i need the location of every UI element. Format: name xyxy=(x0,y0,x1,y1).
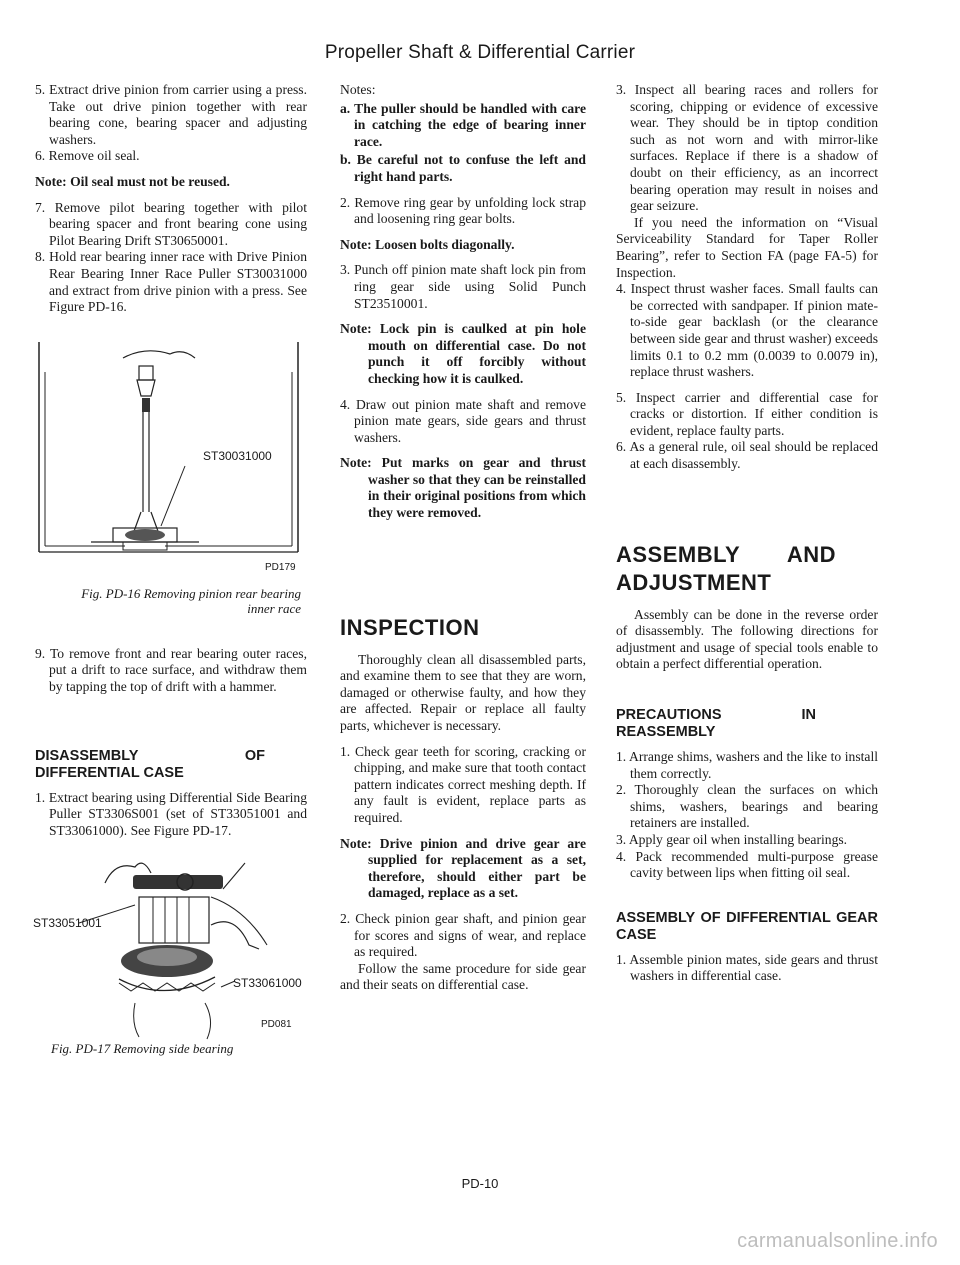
inspection-step-2-followup: Follow the same procedure for side gear and their seats on differential case. xyxy=(340,960,586,993)
inspection-step-3: 3. Inspect all bearing races and rollers for scoring, chipping or evidence of excessive wear. They should be in tiptop condition such as not worn and with mirror-like surfaces. Replace if there is a shadow of doubt on their efficiency, as an incorrect bearing operation may result in noises and gear seizure. xyxy=(616,82,878,214)
figure-caption-text: Removing side bearing xyxy=(113,1041,234,1057)
notes-title: Notes: xyxy=(340,82,376,97)
note-marks: Note: Put marks on gear and thrust washer so that they can be reinstalled in their original positions from which they were removed. xyxy=(340,455,586,521)
page-number: PD-10 xyxy=(461,1176,499,1191)
assembly-intro: Assembly can be done in the reverse order of disassembly. The following directions for adjustment and usage of special tools enable to obtain a perfect differential operation. xyxy=(616,606,878,672)
figure-caption xyxy=(61,586,301,616)
page-header: Propeller Shaft & Differential Carrier xyxy=(324,42,636,63)
step-9: 9. To remove front and rear bearing outer races, put a drift to race surface, and withdraw them by tapping the top of drift with a hammer. xyxy=(35,645,307,694)
note-lock-pin: Note: Lock pin is caulked at pin hole mouth on differential case. Do not punch it off forcibly without checking how it is caulked. xyxy=(340,321,586,386)
figure-label: Fig. PD-17 xyxy=(51,1041,111,1057)
section-heading-gear-case: ASSEMBLY OF DIFFERENTIAL GEAR CASE xyxy=(616,909,878,943)
section-heading-inspection: INSPECTION xyxy=(340,614,480,640)
figure-tool-label-1: ST33051001 xyxy=(33,916,102,931)
inspection-step-6: 6. As a general rule, oil seal should be replaced at each disassembly. xyxy=(616,439,878,472)
note-oil-seal: Note: Oil seal must not be reused. xyxy=(35,173,230,189)
figure-pd-17 xyxy=(35,853,307,1083)
figure-code: PD179 xyxy=(265,561,296,573)
column-left xyxy=(35,82,307,1083)
step-6: 6. Remove oil seal. xyxy=(35,148,140,164)
section-heading-assembly: ASSEMBLY AND ADJUSTMENT xyxy=(616,541,836,595)
figure-pd-16 xyxy=(35,336,307,628)
step-2: 2. Remove ring gear by unfolding lock strap and loosening ring gear bolts. xyxy=(340,194,586,227)
step-4: 4. Draw out pinion mate shaft and remove pinion mate gears, side gears and thrust washers. xyxy=(340,396,586,445)
note-b: b. Be careful not to confuse the left and right hand parts. xyxy=(340,152,586,184)
section-heading-disassembly: DISASSEMBLY OF DIFFERENTIAL CASE xyxy=(35,747,265,781)
step-3: 3. Punch off pinion mate shaft lock pin from ring gear side using Solid Punch ST23510001. xyxy=(340,262,586,311)
figure-caption xyxy=(51,1041,307,1056)
inspection-step-5: 5. Inspect carrier and differential case for cracks or distortion. If either condition is evident, replace faulty parts. xyxy=(616,389,878,438)
figure-caption-text: Removing pinion rear bearing inner race xyxy=(143,585,301,616)
column-middle xyxy=(340,82,586,1003)
inspection-step-1: 1. Check gear teeth for scoring, cracking or chipping, and make sure that tooth contact pattern indicates correct meshing depth. If any fault is evident, replace parts as required. xyxy=(340,743,586,825)
figure-tool-label: ST30031000 xyxy=(203,448,272,463)
figure-code: PD081 xyxy=(261,1019,292,1031)
column-right xyxy=(616,82,878,994)
precaution-4: 4. Pack recommended multi-purpose grease cavity between lips when fitting oil seal. xyxy=(616,848,878,881)
inspection-intro: Thoroughly clean all disassembled parts, and examine them to see that they are worn, damaged or otherwise faulty, and how they are affected. Repair or replace all faulty parts, whichever is necessary. xyxy=(340,651,586,734)
figure-tool-label-2: ST33061000 xyxy=(233,976,302,991)
note-drive-pinion: Note: Drive pinion and drive gear are supplied for replacement as a set, therefore, should either part be damaged, replace as a set. xyxy=(340,835,586,901)
precaution-3: 3. Apply gear oil when installing bearings. xyxy=(616,832,848,847)
note-loosen-bolts: Note: Loosen bolts diagonally. xyxy=(340,236,515,252)
step-5: 5. Extract drive pinion from carrier using a press. Take out drive pinion together with rear bearing cone, bearing spacer and adjusting washers. xyxy=(35,82,307,147)
gear-case-step-1: 1. Assemble pinion mates, side gears and thrust washers in differential case. xyxy=(616,951,878,984)
step-8: 8. Hold rear bearing inner race with Drive Pinion Rear Bearing Inner Race Puller ST30031000 and extract from drive pinion with a press. See Figure PD-16. xyxy=(35,249,307,315)
note-a: a. The puller should be handled with care in catching the edge of bearing inner race. xyxy=(340,100,586,149)
step-7: 7. Remove pilot bearing together with pilot bearing spacer and front bearing cone using Pilot Bearing Drift ST30650001. xyxy=(35,199,307,248)
precaution-1: 1. Arrange shims, washers and the like to install them correctly. xyxy=(616,749,878,781)
precaution-2: 2. Thoroughly clean the surfaces on which shims, washers, bearings and bearing retainers are installed. xyxy=(616,782,878,831)
disassembly-step-1: 1. Extract bearing using Differential Side Bearing Puller ST3306S001 (set of ST33051001 and ST33061000). See Figure PD-17. xyxy=(35,789,307,838)
section-heading-precautions: PRECAUTIONS IN REASSEMBLY xyxy=(616,707,816,741)
inspection-step-2: 2. Check pinion gear shaft, and pinion gear for scores and signs of wear, and replace as required. xyxy=(340,910,586,960)
inspection-step-3-followup: If you need the information on “Visual Serviceability Standard for Taper Roller Bearing”, refer to Section FA (page FA-5) for Inspection. xyxy=(616,214,878,280)
inspection-step-4: 4. Inspect thrust washer faces. Small faults can be corrected with sandpaper. If pinion mate-to-side gear backlash (or the clearance between side gear and thrust washer) exceeds limits 0.1 to 0.2 mm (0.0039 to 0.0079 in), replace thrust washers. xyxy=(616,281,878,380)
figure-label: Fig. PD-16 xyxy=(81,585,141,601)
watermark: carmanualsonline.info xyxy=(737,1230,938,1252)
